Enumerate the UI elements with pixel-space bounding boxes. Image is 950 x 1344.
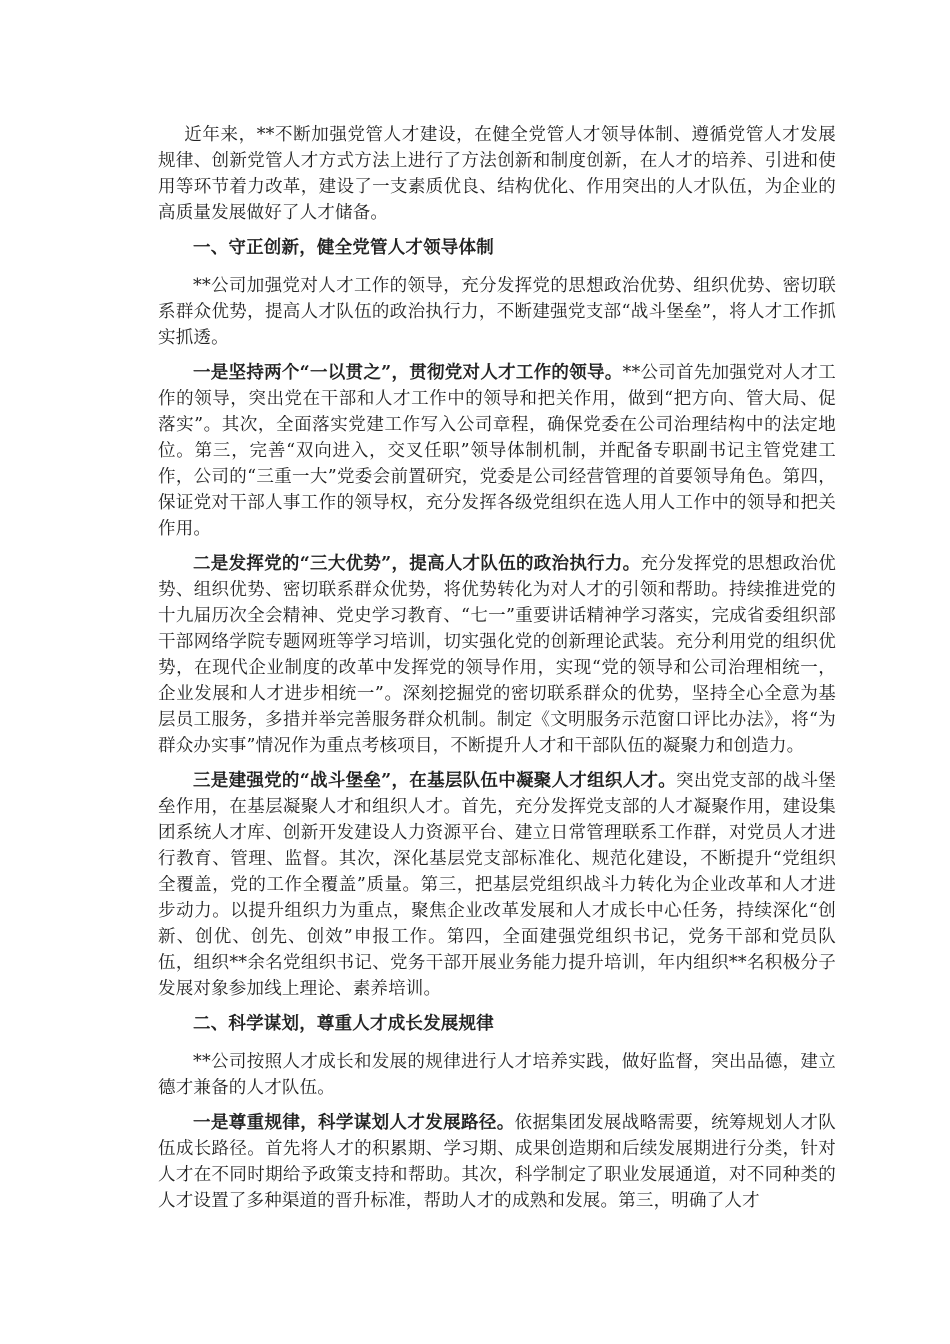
body-paragraph xyxy=(158,1049,836,1101)
body-paragraph xyxy=(158,360,836,542)
paragraph-lead: 三是建强党的“战斗堡垒”，在基层队伍中凝聚人才组织人才。 xyxy=(193,771,677,791)
paragraph-text: **公司按照人才成长和发展的规律进行人才培养实践，做好监督，突出品德，建立德才兼备的人才队伍。 xyxy=(158,1052,836,1098)
body-paragraph xyxy=(158,1110,836,1214)
body-paragraph xyxy=(158,273,836,351)
paragraph-lead: 一是尊重规律，科学谋划人才发展路径。 xyxy=(193,1113,515,1133)
intro-paragraph xyxy=(158,122,836,226)
section-heading-2 xyxy=(158,1011,836,1037)
paragraph-text: 近年来，**不断加强党管人才建设，在健全党管人才领导体制、遵循党管人才发展规律、创新党管人才方式方法上进行了方法创新和制度创新，在人才的培养、引进和使用等环节着力改革，建设了一支素质优良、结构优化、作用突出的人才队伍，为企业的高质量发展做好了人才储备。 xyxy=(158,125,836,223)
document-body xyxy=(158,122,836,1223)
heading-text: 二、科学谋划，尊重人才成长发展规律 xyxy=(193,1014,494,1034)
paragraph-text: 充分发挥党的思想政治优势、组织优势、密切联系群众优势，将优势转化为对人才的引领和帮助。持续推进党的十九届历次全会精神、党史学习教育、“七一”重要讲话精神学习落实，完成省委组织部干部网络学院专题网班等学习培训，切实强化党的创新理论武装。充分利用党的组织优势，在现代企业制度的改革中发挥党的领导作用，实现“党的领导和公司治理相统一，企业发展和人才进步相统一”。深刻挖掘党的密切联系群众的优势，坚持全心全意为基层员工服务，多措并举完善服务群众机制。制定《文明服务示范窗口评比办法》，将“为群众办实事”情况作为重点考核项目，不断提升人才和干部队伍的凝聚力和创造力。 xyxy=(158,554,836,756)
body-paragraph xyxy=(158,768,836,1002)
paragraph-text: 突出党支部的战斗堡垒作用，在基层凝聚人才和组织人才。首先，充分发挥党支部的人才凝聚作用，建设集团系统人才库、创新开发建设人力资源平台、建立日常管理联系工作群，对党员人才进行教育、管理、监督。其次，深化基层党支部标准化、规范化建设，不断提升“党组织全覆盖，党的工作全覆盖”质量。第三，把基层党组织战斗力转化为企业改革和人才进步动力。以提升组织力为重点，聚焦企业改革发展和人才成长中心任务，持续深化“创新、创优、创先、创效”申报工作。第四，全面建强党组织书记，党务干部和党员队伍，组织**余名党组织书记、党务干部开展业务能力提升培训，年内组织**名积极分子发展对象参加线上理论、素养培训。 xyxy=(158,771,836,999)
paragraph-lead: 一是坚持两个“一以贯之”，贯彻党对人才工作的领导。 xyxy=(193,363,623,383)
paragraph-text: **公司首先加强党对人才工作的领导，突出党在干部和人才工作中的领导和把关作用，做到“把方向、管大局、促落实”。其次，全面落实党建工作写入公司章程，确保党委在公司治理结构中的法定地位。第三，完善“双向进入，交叉任职”领导体制机制，并配备专职副书记主管党建工作，公司的“三重一大”党委会前置研究，党委是公司经营管理的首要领导角色。第四，保证党对干部人事工作的领导权，充分发挥各级党组织在选人用人工作中的领导和把关作用。 xyxy=(158,363,836,539)
section-heading-1 xyxy=(158,235,836,261)
paragraph-text: 依据集团发展战略需要，统筹规划人才队伍成长路径。首先将人才的积累期、学习期、成果创造期和后续发展期进行分类，针对人才在不同时期给予政策支持和帮助。其次，科学制定了职业发展通道，对不同种类的人才设置了多种渠道的晋升标准，帮助人才的成熟和发展。第三，明确了人才 xyxy=(158,1113,836,1211)
heading-text: 一、守正创新，健全党管人才领导体制 xyxy=(193,238,494,258)
paragraph-text: **公司加强党对人才工作的领导，充分发挥党的思想政治优势、组织优势、密切联系群众优势，提高人才队伍的政治执行力，不断建强党支部“战斗堡垒”，将人才工作抓实抓透。 xyxy=(158,276,836,348)
body-paragraph xyxy=(158,551,836,759)
paragraph-lead: 二是发挥党的“三大优势”，提高人才队伍的政治执行力。 xyxy=(193,554,641,574)
